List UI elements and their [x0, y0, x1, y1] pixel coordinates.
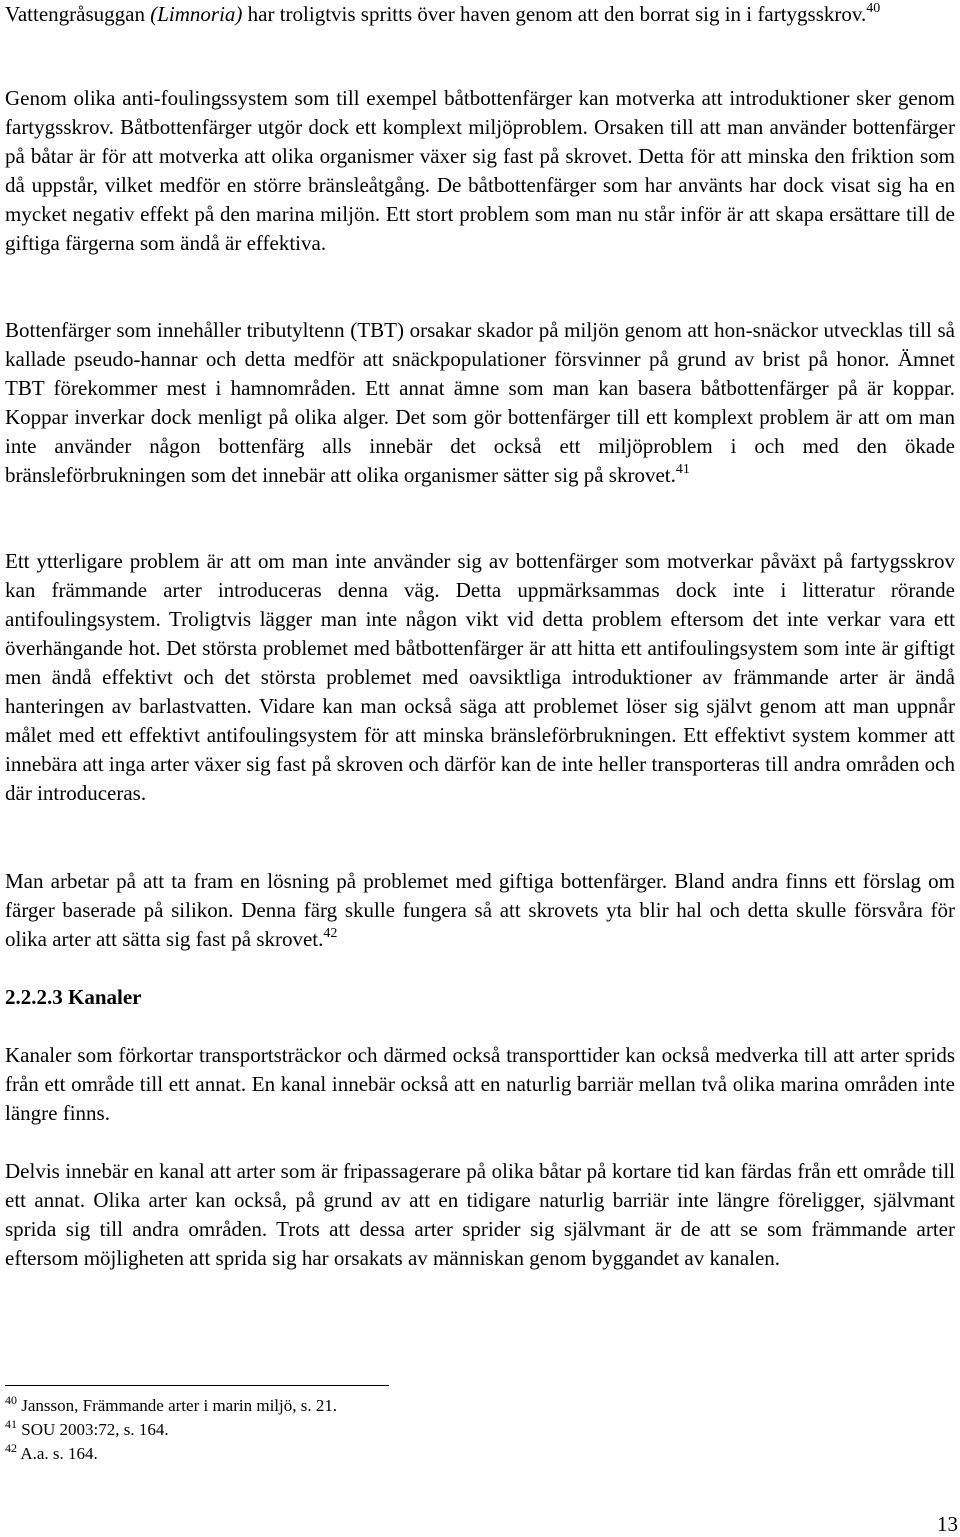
text-run: Vattengråsuggan [5, 2, 151, 26]
body-paragraph [5, 316, 955, 490]
section-heading: 2.2.2.3 Kanaler [5, 985, 142, 1009]
text-run: har troligtvis spritts över haven genom att den borrat sig in i fartygsskrov. [242, 2, 867, 26]
footnote [5, 1418, 337, 1442]
body-paragraph [5, 547, 955, 808]
body-paragraph [5, 867, 955, 954]
page-number: 13 [937, 1512, 958, 1536]
body-paragraph [5, 0, 955, 29]
footnote-text: SOU 2003:72, s. 164. [21, 1420, 169, 1439]
text-run: Genom olika anti-foulingssystem som till exempel båtbottenfärger kan motverka att introduktioner sker genom fartygsskrov. Båtbottenfärger utgör dock ett komplext miljöproblem. Orsaken till att man använder bottenfärger på båtar är för att motverka att olika organismer växer sig fast på skrovet. Detta för att minska den friktion som då uppstår, vilket medför en större bränsleåtgång. De båtbottenfärger som har använts har dock visat sig ha en mycket negativ effekt på den marina miljön. Ett stort problem som man nu står inför är att skapa ersättare till de giftiga färgerna som ändå är effektiva. [5, 86, 955, 255]
section-paragraph: Delvis innebär en kanal att arter som är fripassagerare på olika båtar på kortare tid kan färdas från ett område till ett annat. Olika arter kan också, på grund av att en tidigare naturlig barriär inte längre föreligger, självmant sprida sig till andra områden. Trots att dessa arter sprider sig självmant är de att se som främmande arter eftersom möjligheten att sprida sig har orsakats av människan genom byggandet av kanalen. [5, 1159, 955, 1270]
section-paragraph: Kanaler som förkortar transportsträckor och därmed också transporttider kan också medverka till att arter sprids från ett område till ett annat. En kanal innebär också att en naturlig barriär mellan två olika marina områden inte längre finns. [5, 1043, 955, 1125]
footnote-text: A.a. s. 164. [20, 1444, 98, 1463]
text-run: Man arbetar på att ta fram en lösning på problemet med giftiga bottenfärger. Bland andra finns ett förslag om färger baserade på silikon. Denna färg skulle fungera så att skrovets yta blir hal och detta skulle försvåra för olika arter att sätta sig fast på skrovet. [5, 869, 955, 951]
footnote-number: 40 [5, 1393, 17, 1407]
footnote-number: 41 [5, 1417, 17, 1431]
footnote-separator [5, 1385, 389, 1386]
body-paragraph [5, 84, 955, 258]
footnote-text: Jansson, Främmande arter i marin miljö, s. 21. [21, 1396, 338, 1415]
footnote [5, 1394, 337, 1418]
text-run: Bottenfärger som innehåller tributyltenn (TBT) orsakar skador på miljön genom att hon-snäckor utvecklas till så kallade pseudo-hannar och detta medför att snäckpopulationer försvinner på grund av brist på honor. Ämnet TBT förekommer mest i hamnområden. Ett annat ämne som man kan basera båtbottenfärger på är koppar. Koppar inverkar dock menligt på olika alger. Det som gör bottenfärger till ett komplext problem är att om man inte använder någon bottenfärg alls innebär det också ett miljöproblem i och med den ökade bränsleförbrukningen som det innebär att olika organismer sätter sig på skrovet. [5, 318, 955, 487]
footnote-ref: 42 [323, 926, 338, 941]
italic-term: (Limnoria) [150, 2, 243, 26]
footnote-ref: 40 [866, 1, 881, 16]
footnote-number: 42 [5, 1441, 17, 1455]
footnotes [5, 1394, 337, 1466]
text-run: Ett ytterligare problem är att om man inte använder sig av bottenfärger som motverkar påväxt på fartygsskrov kan främmande arter introduceras denna väg. Detta uppmärksammas dock inte i litteratur rörande antifoulingsystem. Troligtvis lägger man inte någon vikt vid detta problem eftersom det inte verkar vara ett överhängande hot. Det största problemet med båtbottenfärger är att hitta ett antifoulingsystem som inte är giftigt men ändå effektivt och det största problemet med oavsiktliga introduktioner av främmande arter är ändå hanteringen av barlastvatten. Vidare kan man också säga att problemet löser sig självt genom att man uppnår målet med ett effektivt antifoulingsystem för att minska bränsleförbrukningen. Ett effektivt system kommer att innebära att inga arter växer sig fast på skroven och därför kan de inte heller transporteras till andra områden och där introduceras. [5, 549, 955, 805]
footnote-ref: 41 [675, 462, 690, 477]
footnote [5, 1442, 337, 1466]
